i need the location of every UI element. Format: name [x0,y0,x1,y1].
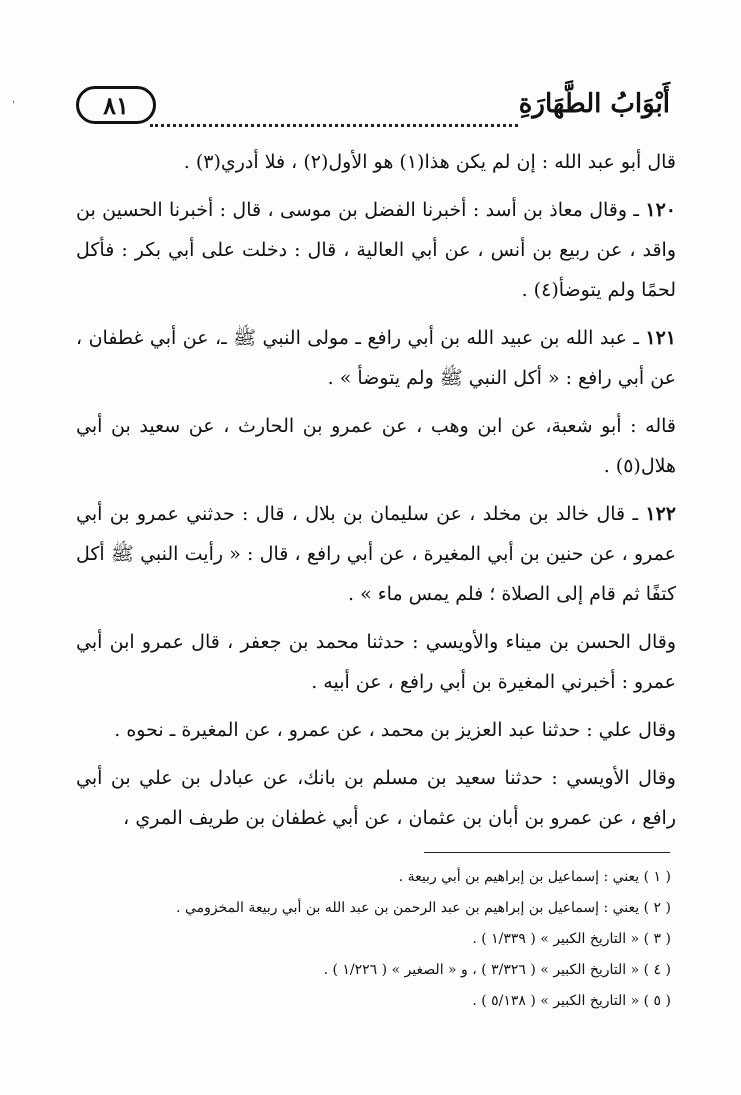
paragraph-text: قاله : أبو شعبة، عن ابن وهب ، عن عمرو بن الحارث ، عن سعيد بن أبي هلال(٥) . [76,415,676,477]
hadith-number: ١٢٠ [645,199,676,221]
paragraph-text: ـ وقال معاذ بن أسد : أخبرنا الفضل بن موسى ، قال : أخبرنا الحسين بن واقد ، عن ربيع بن أنس ، عن أبي العالية ، قال : دخلت على أبي بكر : فأكل لحمًا ولم يتوضأ(٤) . [76,199,676,301]
paragraph-text: وقال الحسن بن ميناء والأويسي : حدثنا محمد بن جعفر ، قال عمرو ابن أبي عمرو : أخبرني المغيرة بن أبي رافع ، عن أبيه . [76,631,676,693]
paragraph [76,190,676,310]
footnote: ( ١ ) يعني : إسماعيل بن إبراهيم بن أبي ربيعة . [398,869,671,885]
footnote: ( ٢ ) يعني : إسماعيل بن إبراهيم بن عبد الرحمن بن عبد الله بن أبي ربيعة المخزومي . [176,900,671,916]
paragraph-text: وقال الأويسي : حدثنا سعيد بن مسلم بن بانك، عن عبادل بن علي بن أبي رافع ، عن عمرو بن أبان بن عثمان ، عن أبي غطفان بن طريف المري ، [76,767,676,829]
footnote: ( ٤ ) « التاريخ الكبير » ( ٣/٣٢٦ ) ، و « الصغير » ( ١/٢٢٦ ) . [323,962,671,978]
paragraph [76,318,676,398]
header-dotted-rule [150,124,518,127]
paragraph [76,622,676,702]
hadith-number: ١٢١ [645,327,676,349]
footnote-rule [424,852,670,853]
paragraph [76,406,676,486]
margin-mark: ' [12,100,15,111]
footnotes [71,862,671,1017]
paragraph-text: ـ قال خالد بن مخلد ، عن سليمان بن بلال ، قال : حدثني عمرو بن أبي عمرو ، عن حنين بن أبي المغيرة ، عن أبي رافع ، قال : « رأيت النبي ﷺ أكل كتفًا ثم قام إلى الصلاة ؛ فلم يمس ماء » . [76,503,676,605]
hadith-number: ١٢٢ [645,503,676,525]
page-number: ٨١ [76,86,156,124]
paragraph-text: وقال علي : حدثنا عبد العزيز بن محمد ، عن عمرو ، عن المغيرة ـ نحوه . [114,719,676,741]
footnote: ( ٥ ) « التاريخ الكبير » ( ٥/١٣٨ ) . [472,993,671,1009]
paragraph [76,758,676,838]
paragraph [76,710,676,750]
running-title: أَبْوَابُ الطَّهَارَةِ [518,89,670,119]
footnote: ( ٣ ) « التاريخ الكبير » ( ١/٣٣٩ ) . [472,931,671,947]
paragraph-text: قال أبو عبد الله : إن لم يكن هذا(١) هو الأول(٢) ، فلا أدري(٣) . [183,151,676,173]
paragraph [76,142,676,182]
page-header [70,82,670,134]
paragraph [76,494,676,614]
paragraph-text: ـ عبد الله بن عبيد الله بن أبي رافع ـ مولى النبي ﷺ ـ، عن أبي غطفان ، عن أبي رافع : « أكل النبي ﷺ ولم يتوضأ » . [76,327,676,389]
body-text [76,142,676,846]
